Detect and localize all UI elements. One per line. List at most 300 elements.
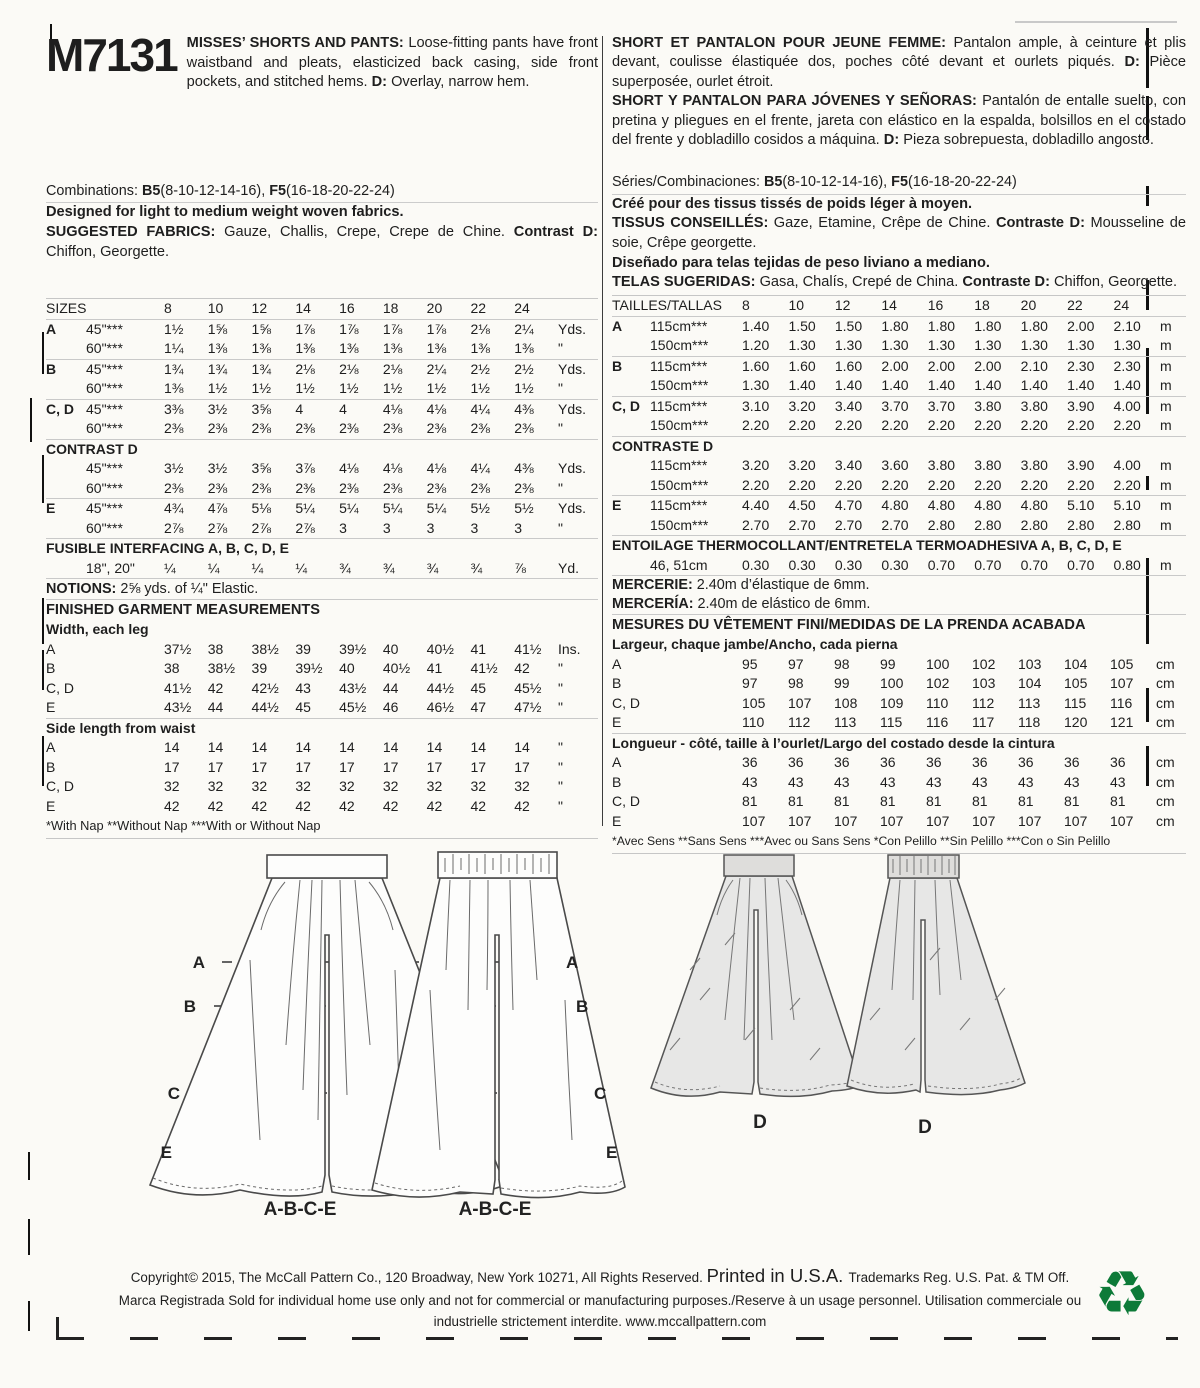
table-cell: 2⅞ [295, 519, 315, 536]
unit-label: " [558, 420, 563, 437]
row-label: E [612, 714, 622, 731]
table-cell: 39 [295, 640, 311, 657]
caption-d-back: D [918, 1117, 932, 1138]
caption-abce-back: A-B-C-E [458, 1199, 532, 1220]
table-cell: 44 [382, 679, 399, 696]
table-cell: 32 [514, 778, 530, 795]
pants-back-view-abce [372, 852, 625, 1198]
table-cell: 1.40 [1113, 377, 1141, 394]
table-cell: 104 [1064, 655, 1088, 672]
table-row [46, 659, 598, 679]
table-cell: 42 [470, 797, 487, 814]
table-row [46, 519, 598, 539]
table-cell: 113 [834, 714, 857, 731]
table-cell: 1¼ [164, 340, 184, 357]
table-cell: 14 [295, 300, 311, 317]
row-label [46, 339, 86, 359]
table-row [612, 416, 1186, 436]
row-width-label: 45"*** [86, 360, 123, 377]
table-row [612, 456, 1186, 476]
table-cell: 5.10 [1113, 497, 1141, 514]
text-segment: Combinations: [46, 183, 142, 200]
measure-label-a-right: A [566, 953, 579, 972]
table-cell: 4⅜ [514, 460, 534, 477]
table-cell: 1.60 [788, 357, 816, 374]
table-cell: 45 [295, 699, 311, 716]
table-cell: 3.80 [974, 397, 1002, 414]
table-cell: 3½ [207, 460, 228, 477]
row-label: C, D [612, 694, 640, 711]
table-cell: 2⅜ [514, 479, 534, 496]
table-cell: 1⅞ [382, 320, 403, 337]
table-cell: 107 [1110, 812, 1134, 829]
table-row [612, 296, 1186, 316]
table-cell: 1.40 [974, 377, 1002, 394]
text-segment: Séries/Combinaciones: [612, 174, 764, 191]
table-cell: 4.80 [1020, 497, 1048, 514]
table-cell: 41 [470, 640, 487, 657]
table-cell: 2⅛ [470, 320, 490, 337]
table-cell: ¾ [426, 559, 439, 576]
row-label: E [612, 812, 622, 829]
row-width-label: 60"*** [86, 380, 123, 397]
table-cell: 105 [742, 694, 766, 711]
table-cell: 2⅛ [339, 360, 359, 377]
registration-mark [42, 736, 44, 786]
table-cell: 42 [514, 797, 530, 814]
table-cell: 3 [426, 519, 435, 536]
table-cell: 2.20 [742, 417, 770, 434]
table-cell: 39½ [339, 640, 367, 657]
table-cell: 100 [880, 675, 904, 692]
table-cell: 107 [788, 694, 812, 711]
unit-label: m [1159, 397, 1172, 414]
row-label [46, 519, 86, 539]
table-cell: 113 [1018, 694, 1041, 711]
table-cell: 1.30 [742, 377, 770, 394]
table-cell: 2.20 [1113, 417, 1141, 434]
table-cell: 32 [164, 778, 180, 795]
table-cell: 14 [207, 739, 224, 756]
table-cell: 42 [164, 797, 180, 814]
table-cell: 1.30 [788, 337, 816, 354]
table-cell: 17 [207, 758, 224, 775]
table-cell: 99 [880, 655, 896, 672]
table-cell: 2.20 [1113, 476, 1141, 493]
table-cell: 32 [251, 778, 268, 795]
table-cell: 45 [470, 679, 487, 696]
table-cell: 2.20 [742, 476, 770, 493]
table-cell: 40½ [382, 660, 411, 677]
row-label [46, 419, 86, 439]
table-cell: 36 [926, 754, 942, 771]
row-label [612, 476, 650, 496]
table-row [46, 538, 598, 559]
table-cell: 2⅜ [251, 479, 272, 496]
table-cell: 12 [834, 297, 851, 314]
table-cell: 43½ [339, 679, 367, 696]
table-cell: 36 [972, 754, 988, 771]
table-row [46, 698, 598, 718]
french-spanish-column [612, 34, 1186, 854]
table-cell: 14 [339, 739, 355, 756]
table-cell: 3.70 [927, 397, 956, 414]
table-row [612, 792, 1186, 812]
unit-label: cm [1156, 773, 1175, 790]
section-heading: Side length from waist [46, 719, 196, 736]
table-row [612, 694, 1186, 714]
pants-back-view-d [847, 855, 1025, 1095]
table-cell: 2.20 [1020, 417, 1048, 434]
text-segment: Diseñado para telas tejidas de peso liviano a mediano. [612, 254, 990, 271]
unit-label: cm [1156, 754, 1175, 771]
table-cell: 1.40 [927, 377, 956, 394]
table-cell: 2.70 [788, 516, 816, 533]
table-cell: 17 [164, 758, 180, 775]
row-label: B [612, 357, 623, 374]
text-segment: Contrast D: [513, 223, 598, 240]
text-segment: SHORT Y PANTALON PARA JÓVENES Y SEÑORAS: [612, 93, 983, 110]
table-cell: 0.70 [927, 556, 956, 573]
table-cell: 41½ [164, 679, 192, 696]
table-cell: 120 [1064, 714, 1088, 731]
table-cell: 20 [426, 300, 443, 317]
unit-label: " [558, 340, 563, 357]
table-cell: 107 [972, 812, 996, 829]
table-cell: 40 [339, 660, 355, 677]
table-cell: 98 [788, 675, 804, 692]
unit-label [1160, 296, 1186, 316]
text-segment: F5 [891, 174, 908, 191]
table-cell: 107 [1018, 812, 1042, 829]
table-cell: 38 [207, 640, 224, 657]
table-cell: 5¼ [382, 500, 403, 517]
table-cell: 1.40 [1020, 377, 1048, 394]
table-row [46, 399, 598, 420]
row-width-label: 150cm*** [650, 377, 709, 394]
text-segment: TELAS SUGERIDAS: [612, 274, 760, 291]
table-cell: ¼ [295, 559, 308, 576]
table-row [612, 556, 1186, 576]
table-cell: 16 [927, 297, 944, 314]
table-cell: 109 [880, 694, 904, 711]
table-cell: 17 [514, 758, 530, 775]
table-cell: 1.50 [834, 317, 863, 334]
table-row [612, 773, 1186, 793]
table-cell: 1.80 [927, 317, 956, 334]
table-cell: 4.00 [1113, 397, 1141, 414]
row-label [612, 556, 650, 576]
table-cell: 17 [295, 758, 311, 775]
garment-diagrams [0, 840, 1200, 1252]
table-cell: 2.20 [927, 417, 956, 434]
row-width-label: 150cm*** [650, 337, 709, 354]
table-cell: 1.80 [1020, 317, 1048, 334]
table-cell: 1½ [426, 380, 447, 397]
table-cell: 1⅜ [426, 340, 447, 357]
table-cell: 117 [972, 714, 995, 731]
row-label [612, 416, 650, 436]
table-cell: 107 [926, 812, 950, 829]
table-cell: 81 [1064, 793, 1080, 810]
text-segment: Chiffon, Georgette. [1049, 274, 1178, 291]
table-cell: 10 [788, 297, 805, 314]
table-cell: 5.10 [1067, 497, 1095, 514]
text-segment: MERCERÍA: [612, 596, 694, 613]
mercerie-line [612, 575, 1186, 595]
table-cell: 42 [207, 797, 224, 814]
row-width-label: 45"*** [86, 460, 123, 477]
notions-line [46, 578, 598, 599]
unit-label: m [1159, 417, 1172, 434]
table-cell: 4.50 [788, 497, 816, 514]
table-cell: 3.20 [788, 397, 816, 414]
section-heading: Width, each leg [46, 621, 149, 638]
table-cell: 1⅜ [295, 340, 315, 357]
table-row [46, 439, 598, 460]
table-cell: 3½ [207, 400, 228, 417]
table-cell: 5⅛ [251, 500, 272, 517]
table-cell: 1¾ [251, 360, 272, 377]
text-segment: Créé pour des tissus tissés de poids léger à moyen. [612, 195, 973, 212]
text-segment: F5 [269, 183, 286, 200]
table-row [612, 713, 1186, 733]
table-cell: 2.70 [881, 516, 909, 533]
table-cell: 38½ [207, 660, 236, 677]
table-cell: 4.80 [974, 497, 1002, 514]
table-cell: 2.20 [881, 476, 909, 493]
table-cell: 14 [881, 297, 897, 314]
table-cell: 1⅜ [514, 340, 534, 357]
table-cell: 41½ [470, 660, 498, 677]
table-cell: 2.00 [974, 357, 1002, 374]
bottom-cut-line [56, 1337, 1178, 1340]
unit-label: m [1159, 337, 1172, 354]
table-row [612, 753, 1186, 773]
table-cell: ¾ [339, 559, 351, 576]
table-cell: 42½ [251, 679, 279, 696]
text-segment: D: [1124, 54, 1140, 71]
table-cell: 107 [788, 812, 812, 829]
table-cell: 2⅜ [382, 420, 403, 437]
table-cell: 2⅜ [339, 479, 359, 496]
table-cell: 12 [251, 300, 268, 317]
table-cell: 2¼ [514, 320, 534, 337]
table-cell: 2.20 [834, 476, 863, 493]
table-cell: 1.40 [834, 377, 863, 394]
measure-label-b-right: B [576, 997, 589, 1016]
table-cell: 3⅞ [295, 460, 315, 477]
table-cell: 97 [742, 675, 758, 692]
text-segment: Designed for light to medium weight woven fabrics. [46, 204, 404, 221]
table-cell: 17 [470, 758, 487, 775]
table-cell: 1.30 [1113, 337, 1141, 354]
unit-label: m [1159, 377, 1172, 394]
row-label [46, 379, 86, 399]
table-cell: 0.30 [881, 556, 909, 573]
table-cell: 2⅜ [382, 479, 403, 496]
table-cell: 112 [972, 694, 995, 711]
text-segment: 2⅝ yds. of ¼" Elastic. [116, 581, 259, 598]
table-cell: 1½ [382, 380, 403, 397]
table-cell: 116 [926, 714, 949, 731]
table-cell: 3.90 [1067, 397, 1095, 414]
table-cell: ¼ [251, 559, 264, 576]
table-cell: 2.20 [974, 417, 1002, 434]
row-label: C, D [46, 400, 74, 417]
row-label: A [612, 317, 623, 334]
table-cell: 22 [1067, 297, 1083, 314]
row-width-label [86, 299, 164, 319]
table-cell: 3.20 [742, 457, 770, 474]
row-label: C, D [612, 793, 640, 810]
table-cell: 3.60 [881, 457, 909, 474]
text-segment: 2.40m d’élastique de 6mm. [692, 577, 870, 594]
text-segment: SUGGESTED FABRICS: [46, 223, 225, 240]
table-row [46, 379, 598, 399]
table-cell: 43 [1110, 773, 1126, 790]
text-segment: Contraste D: [995, 215, 1085, 232]
table-cell: 115 [880, 714, 903, 731]
row-label: E [612, 497, 622, 514]
table-cell: 43 [1018, 773, 1034, 790]
table-cell: 1.30 [834, 337, 863, 354]
unit-label: " [558, 797, 563, 814]
table-cell: 121 [1110, 714, 1134, 731]
finished-table-metric [612, 635, 1186, 831]
unit-label: Yds. [558, 400, 587, 417]
table-cell: 14 [470, 739, 487, 756]
table-cell: 1⅝ [251, 320, 272, 337]
row-label: E [46, 699, 56, 716]
table-cell: 43 [742, 773, 758, 790]
table-row [46, 620, 598, 640]
printed-in-usa: Printed in U.S.A. [706, 1265, 849, 1286]
table-row [612, 516, 1186, 536]
table-cell: 17 [339, 758, 355, 775]
row-width-label: 18", 20" [86, 559, 135, 576]
table-cell: 42 [426, 797, 443, 814]
table-cell: 45½ [339, 699, 367, 716]
table-cell: 1½ [164, 320, 184, 337]
row-width-label: 115cm*** [650, 317, 708, 334]
row-label: A [612, 754, 622, 771]
text-segment: NOTIONS: [46, 581, 117, 598]
table-cell: 2⅜ [514, 420, 534, 437]
unit-label: m [1159, 457, 1172, 474]
table-cell: 3.80 [1020, 457, 1048, 474]
row-label [46, 459, 86, 479]
table-cell: 39½ [295, 660, 323, 677]
table-cell: 2½ [514, 360, 534, 377]
table-cell: 4 [295, 400, 304, 417]
table-cell: 24 [1113, 297, 1130, 314]
table-cell: 2¼ [426, 360, 447, 377]
unit-label: cm [1156, 655, 1175, 672]
text-segment: MERCERIE: [612, 577, 693, 594]
table-cell: 2.20 [1067, 417, 1095, 434]
table-cell: ¾ [382, 559, 395, 576]
unit-label: cm [1156, 793, 1175, 810]
footnote-en: *With Nap **Without Nap ***With or Without Nap [46, 816, 598, 839]
table-cell: 2⅜ [295, 420, 315, 437]
row-width-label: 115cm*** [650, 357, 708, 374]
table-cell: 3 [382, 519, 391, 536]
measure-label-c-left: C [167, 1084, 180, 1103]
table-cell: 3⅜ [164, 400, 184, 417]
text-segment: SHORT ET PANTALON POUR JEUNE FEMME: [612, 35, 954, 51]
row-width-label [650, 296, 742, 316]
row-width-label: 45"*** [86, 500, 123, 517]
table-cell: 102 [926, 675, 950, 692]
row-label: B [46, 360, 57, 377]
table-cell: 4⅜ [514, 400, 534, 417]
table-cell: 1.20 [742, 337, 770, 354]
unit-label: " [558, 380, 563, 397]
table-cell: 43 [926, 773, 942, 790]
table-cell: 1.40 [1067, 377, 1095, 394]
table-cell: 118 [1018, 714, 1041, 731]
table-cell: 42 [514, 660, 530, 677]
table-cell: 105 [1064, 675, 1088, 692]
table-cell: 46½ [426, 699, 454, 716]
table-cell: 44½ [426, 679, 454, 696]
table-cell: 40½ [426, 640, 454, 657]
text-segment: Mousseline de soie, Crêpe georgette. [612, 215, 1186, 251]
table-cell: ⅞ [514, 559, 526, 576]
table-cell: 104 [1018, 675, 1042, 692]
text-segment: Chiffon, Georgette. [46, 243, 170, 260]
fabrics-en [46, 203, 598, 262]
description-en [187, 34, 598, 93]
table-cell: 4⅛ [426, 460, 447, 477]
copyright-line1: Copyright© 2015, The McCall Pattern Co., 120 Broadway, New York 10271, All Rights Reserved. [130, 1270, 707, 1285]
table-cell: 81 [742, 793, 758, 810]
table-cell: 1.30 [927, 337, 956, 354]
table-cell: 1.40 [742, 317, 770, 334]
table-cell: 4¼ [470, 460, 490, 477]
table-row [46, 777, 598, 797]
table-cell: 44½ [251, 699, 279, 716]
table-cell: 2.70 [742, 516, 770, 533]
table-row [612, 376, 1186, 396]
table-cell: 3⅝ [251, 400, 272, 417]
table-cell: 3.80 [1020, 397, 1048, 414]
measure-label-c-right: C [594, 1084, 607, 1103]
table-cell: 107 [1110, 675, 1134, 692]
table-row [46, 479, 598, 499]
table-cell: 32 [295, 778, 311, 795]
table-cell: 2.70 [834, 516, 863, 533]
row-width-label: 60"*** [86, 519, 123, 536]
table-cell: 4¾ [164, 500, 184, 517]
row-width-label: 115cm*** [650, 457, 708, 474]
caption-d-front: D [753, 1112, 767, 1133]
row-label: TAILLES/TALLAS [612, 297, 722, 314]
table-row [612, 495, 1186, 516]
unit-label: Yds. [558, 320, 587, 337]
description-fr [612, 34, 1186, 92]
table-cell: 2.00 [1067, 317, 1095, 334]
table-cell: 2.80 [927, 516, 956, 533]
unit-label: m [1159, 556, 1172, 573]
table-cell: 18 [382, 300, 399, 317]
table-cell: 2.30 [1113, 357, 1141, 374]
unit-label: Yds. [558, 460, 587, 477]
text-segment: Pièce superposée, ourlet étroit. [612, 54, 1186, 90]
table-cell: 44 [207, 699, 224, 716]
table-cell: 4⅞ [207, 500, 228, 517]
